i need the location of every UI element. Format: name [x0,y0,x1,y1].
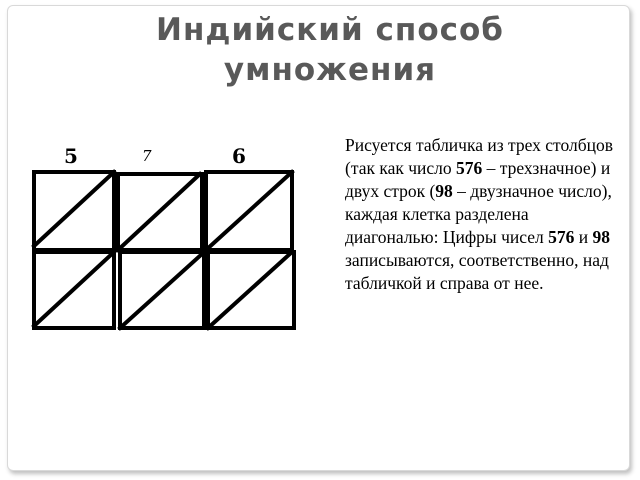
number-576: 576 [456,158,483,178]
grid-diagonal-r2-c3 [208,252,292,328]
grid-diagonal-r1-c3 [206,172,292,250]
lattice-grid [30,168,300,334]
grid-diagonal-r1-c2 [118,174,200,250]
grid-diagonal-r2-c2 [120,254,202,328]
slide-title: Индийский способ умножения [156,12,504,88]
number-98: 98 [592,227,610,247]
number-576: 576 [548,227,575,247]
top-digit-6: 6 [232,144,246,168]
description-text: Рисуется табличка из трех столбцов (так как число 576 – трехзначное) и двух строк (98 – двузначное число), каждая клетка разделена диагональю: Цифры чисел 576 и 98 записываются, соответственно, над табличкой и справа от нее. [345,135,613,293]
top-digit-7: 7 [142,147,152,165]
top-digit-5: 5 [64,144,78,168]
number-98: 98 [435,181,453,201]
grid-diagonal-r1-c1 [34,172,114,246]
grid-diagonal-r2-c1 [34,252,114,326]
